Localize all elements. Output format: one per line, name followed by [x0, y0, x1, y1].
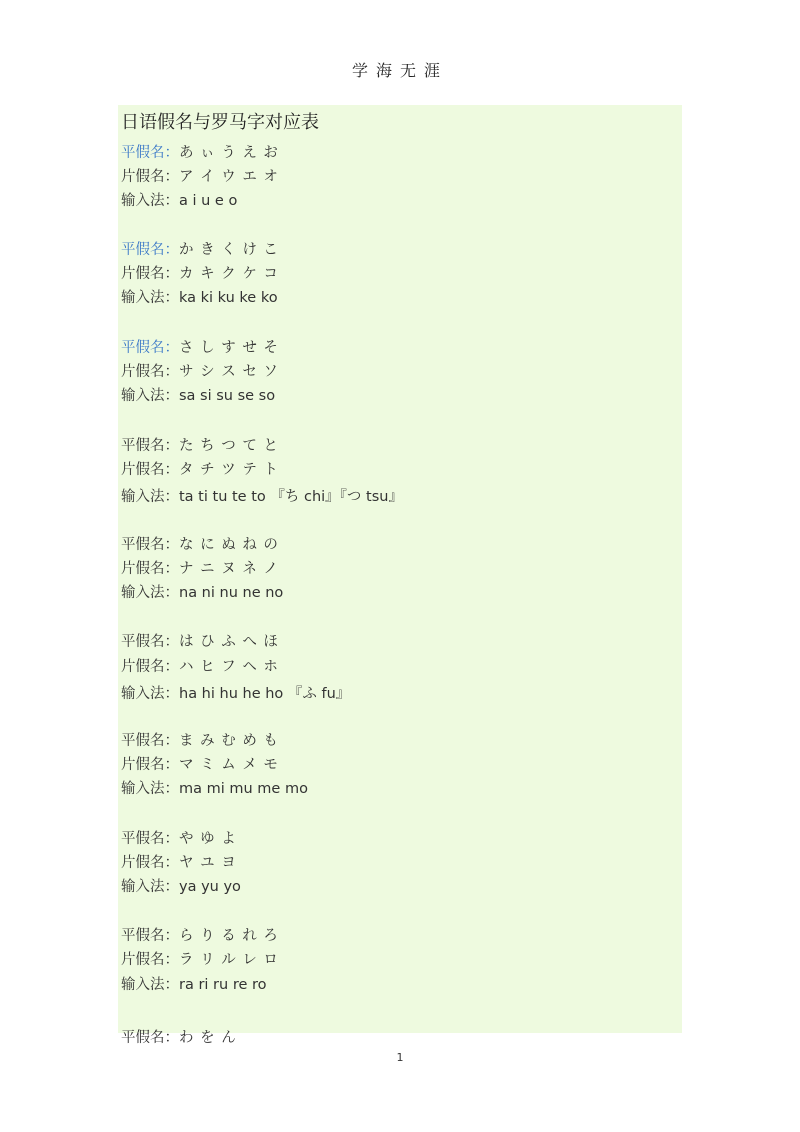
hiragana-row: [121, 729, 279, 750]
hiragana-label: 平假名：: [121, 145, 179, 161]
input-values: ma mi mu me mo: [179, 781, 308, 797]
katakana-label: 片假名：: [121, 952, 179, 968]
katakana-row: [121, 655, 279, 676]
hiragana-values: ら り る れ ろ: [179, 928, 279, 944]
input-row: [121, 189, 237, 210]
input-row: [121, 682, 350, 703]
page-header: 学海无涯: [351, 61, 448, 80]
katakana-label: 片假名：: [121, 561, 179, 577]
input-label: 输入法：: [121, 290, 179, 306]
input-label: 输入法：: [121, 781, 179, 797]
input-label: 输入法：: [121, 585, 179, 601]
katakana-label: 片假名：: [121, 462, 179, 478]
katakana-row: [121, 458, 279, 479]
input-row: [121, 485, 403, 506]
input-row: [121, 384, 275, 405]
hiragana-values: わ を ん: [179, 1030, 237, 1046]
hiragana-values: は ひ ふ へ ほ: [179, 634, 279, 650]
katakana-label: 片假名：: [121, 169, 179, 185]
input-values: na ni nu ne no: [179, 585, 284, 601]
katakana-values: サ シ ス セ ソ: [179, 364, 279, 380]
input-label: 输入法：: [121, 489, 179, 505]
input-label: 输入法：: [121, 193, 179, 209]
hiragana-values: ま み む め も: [179, 733, 279, 749]
input-values: sa si su se so: [179, 388, 276, 404]
katakana-label: 片假名：: [121, 659, 179, 675]
hiragana-row: [121, 827, 237, 848]
hiragana-row: [121, 630, 279, 651]
input-values: a i u e o: [179, 193, 238, 209]
katakana-row: [121, 557, 279, 578]
page-number: 1: [396, 1051, 404, 1064]
hiragana-label: 平假名：: [121, 831, 179, 847]
hiragana-values: た ち つ て と: [179, 438, 279, 454]
katakana-row: [121, 360, 279, 381]
katakana-label: 片假名：: [121, 855, 179, 871]
input-row: [121, 875, 241, 896]
input-label: 输入法：: [121, 686, 179, 702]
input-values: ha hi hu he ho 『ふ fu』: [179, 686, 351, 702]
katakana-label: 片假名：: [121, 757, 179, 773]
hiragana-row: [121, 434, 279, 455]
input-label: 输入法：: [121, 388, 179, 404]
katakana-values: ハ ヒ フ ヘ ホ: [179, 659, 279, 675]
hiragana-row: [121, 924, 279, 945]
katakana-values: ラ リ ル レ ロ: [179, 952, 279, 968]
hiragana-label: 平假名：: [121, 928, 179, 944]
hiragana-row: [121, 1026, 237, 1047]
hiragana-values: さ し す せ そ: [179, 340, 279, 356]
hiragana-row: [121, 336, 279, 357]
katakana-row: [121, 165, 279, 186]
hiragana-label: 平假名：: [121, 634, 179, 650]
hiragana-label: 平假名：: [121, 1030, 179, 1046]
katakana-label: 片假名：: [121, 266, 179, 282]
hiragana-label: 平假名：: [121, 438, 179, 454]
document-title: 日语假名与罗马字对应表: [121, 112, 319, 133]
input-row: [121, 581, 283, 602]
input-values: ta ti tu te to 『ち chi』『つ tsu』: [179, 489, 403, 505]
hiragana-label: 平假名：: [121, 340, 179, 356]
hiragana-values: な に ぬ ね の: [179, 537, 279, 553]
katakana-values: ア イ ウ エ オ: [179, 169, 279, 185]
input-row: [121, 286, 278, 307]
katakana-row: [121, 851, 237, 872]
input-row: [121, 973, 267, 994]
input-label: 输入法：: [121, 977, 179, 993]
input-values: ra ri ru re ro: [179, 977, 267, 993]
hiragana-label: 平假名：: [121, 537, 179, 553]
katakana-row: [121, 948, 279, 969]
katakana-values: カ キ ク ケ コ: [179, 266, 279, 282]
katakana-label: 片假名：: [121, 364, 179, 380]
input-label: 输入法：: [121, 879, 179, 895]
input-values: ya yu yo: [179, 879, 241, 895]
katakana-values: マ ミ ム メ モ: [179, 757, 279, 773]
katakana-values: ナ ニ ヌ ネ ノ: [179, 561, 279, 577]
hiragana-values: あ ぃ う え お: [179, 145, 279, 161]
hiragana-label: 平假名：: [121, 242, 179, 258]
katakana-row: [121, 753, 279, 774]
hiragana-values: や ゆ よ: [179, 831, 237, 847]
input-row: [121, 777, 308, 798]
katakana-values: タ チ ツ テ ト: [179, 462, 279, 478]
hiragana-row: [121, 238, 279, 259]
input-values: ka ki ku ke ko: [179, 290, 278, 306]
hiragana-values: か き く け こ: [179, 242, 279, 258]
hiragana-row: [121, 141, 279, 162]
katakana-values: ヤ ユ ヨ: [179, 855, 237, 871]
katakana-row: [121, 262, 279, 283]
hiragana-row: [121, 533, 279, 554]
hiragana-label: 平假名：: [121, 733, 179, 749]
